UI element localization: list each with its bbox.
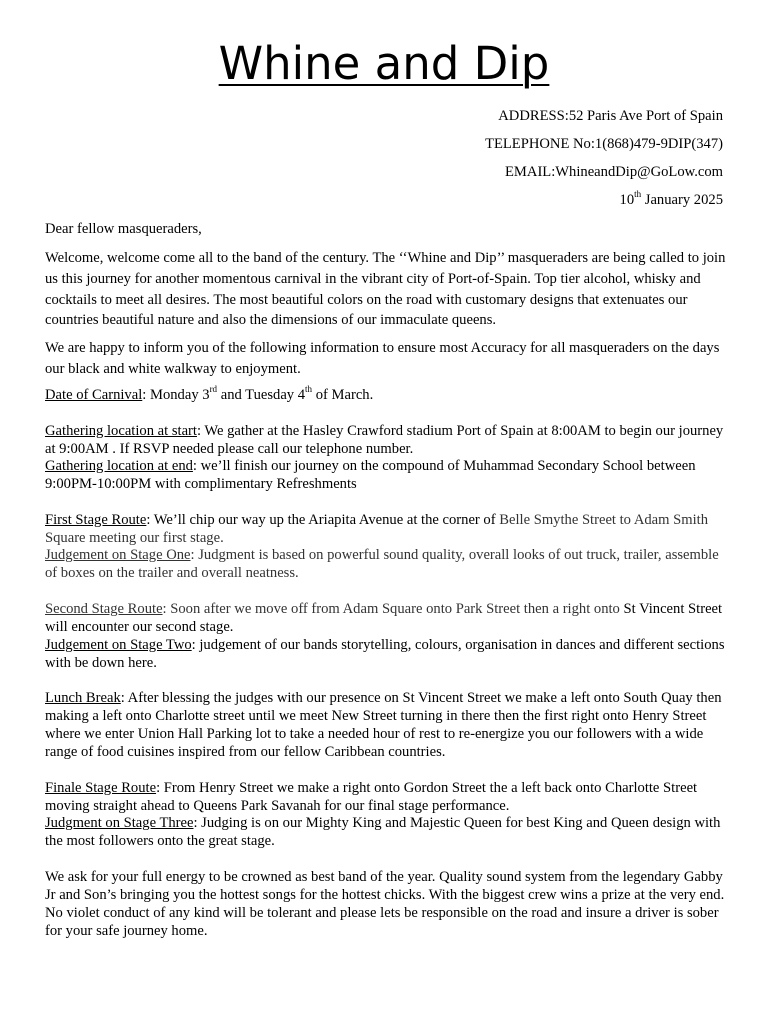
salutation: Dear fellow masqueraders,	[45, 221, 202, 237]
judgment-three-text: : Judging is on our Mighty King and Majestic Queen for best King and Queen design with the most followers onto the great stage.	[45, 815, 721, 849]
lunch-break-text: : After blessing the judges with our presence on St Vincent Street we make a left onto South Quay then making a left onto Charlotte street until we meet New Street turning in there then the first right onto Henry Street where we enter Union Hall Parking lot to take a needed hour of rest to re-energize you our followers with a wide range of food cuisines inspired from our fellow Caribbean countries.	[45, 690, 722, 760]
first-stage-text: : We’ll chip our way up the Ariapita Avenue at the corner of	[146, 512, 500, 528]
closing-paragraph: We ask for your full energy to be crowned as best band of the year. Quality sound system from the legendary Gabby Jr and Son’s bringing you the hottest songs for the hottest chicks. With the biggest crew wins a prize at the very end. No violet conduct of any kind will be tolerant and please lets be responsible on the road and insure a driver is sober for your safe journey home.	[45, 869, 725, 939]
gathering-end-label: Gathering location at end	[45, 458, 193, 474]
gathering-start-paragraph	[45, 422, 727, 458]
letter-date	[620, 190, 723, 210]
judgment-three-label: Judgment on Stage Three	[45, 815, 194, 831]
first-stage-paragraph	[45, 511, 727, 547]
first-stage-label: First Stage Route	[45, 512, 147, 528]
judgement-two-paragraph	[45, 636, 727, 672]
gathering-start-label: Gathering location at start	[45, 423, 197, 439]
carnival-date-text-3: of March.	[312, 387, 374, 403]
first-stage-text-end: Belle Smythe Street to Adam Smith Square meeting our first stage.	[45, 512, 709, 546]
date-day: 10	[619, 192, 635, 208]
carnival-date-label: Date of Carnival	[45, 387, 143, 403]
address-line: ADDRESS:52 Paris Ave Port of Spain	[498, 108, 723, 124]
carnival-date-sup-1: rd	[209, 384, 218, 395]
date-month-year: January 2025	[641, 192, 723, 208]
lunch-break-label: Lunch Break	[45, 690, 121, 706]
carnival-date-sup-2: th	[305, 384, 313, 395]
finale-stage-label: Finale Stage Route	[45, 780, 157, 796]
gathering-end-text: : we’ll finish our journey on the compound of Muhammad Secondary School between 9:00PM-10:00PM with complimentary Refreshments	[45, 458, 696, 492]
intro-paragraph: Welcome, welcome come all to the band of the century. The ‘‘Whine and Dip’’ masqueraders are being called to join us this journey for another momentous carnival in the vibrant city of Port-of-Spain. Top tier alcohol, whisky and cocktails to meet all desires. The most beautiful colors on the road with customary designs that extenuates our countries beautiful nature and also the dimensions of our immaculate queens.	[45, 250, 726, 329]
judgement-two-text: : judgement of our bands storytelling, colours, organisation in dances and different sections with be down here.	[45, 637, 725, 671]
info-paragraph: We are happy to inform you of the following information to ensure most Accuracy for all masqueraders on the days our black and white walkway to enjoyment.	[45, 340, 720, 377]
lunch-break-paragraph	[45, 689, 727, 761]
carnival-date-text-1: : Monday 3	[142, 387, 210, 403]
judgement-one-text: : Judgment is based on powerful sound quality, overall looks of out truck, trailer, assemble of boxes on the trailer and overall neatness.	[45, 547, 719, 581]
document-title: Whine and Dip	[218, 37, 550, 90]
judgement-one-label: Judgement on Stage One	[45, 547, 191, 563]
carnival-date-text-2: and Tuesday 4	[217, 387, 306, 403]
finale-stage-paragraph	[45, 779, 727, 815]
second-stage-label: Second Stage Route	[45, 601, 163, 617]
date-suffix: th	[634, 189, 642, 200]
email-line: EMAIL:WhineandDip@GoLow.com	[505, 164, 723, 180]
second-stage-paragraph	[45, 600, 727, 636]
judgement-one-paragraph	[45, 546, 727, 582]
judgement-two-label: Judgement on Stage Two	[45, 637, 192, 653]
finale-stage-text: : From Henry Street we make a right onto Gordon Street the a left back onto Charlotte Street moving straight ahead to Queens Park Savanah for our final stage performance.	[45, 780, 698, 814]
telephone-line: TELEPHONE No:1(868)479-9DIP(347)	[485, 136, 723, 152]
carnival-date-paragraph	[45, 386, 727, 404]
second-stage-text-end: St Vincent Street will encounter our second stage.	[45, 601, 723, 635]
judgment-three-paragraph	[45, 814, 727, 850]
gathering-end-paragraph	[45, 457, 727, 493]
gathering-start-text: : We gather at the Hasley Crawford stadium Port of Spain at 8:00AM to begin our journey at 9:00AM . If RSVP needed please call our telephone number.	[45, 423, 724, 457]
second-stage-text: : Soon after we move off from Adam Square onto Park Street then a right onto	[162, 601, 624, 617]
